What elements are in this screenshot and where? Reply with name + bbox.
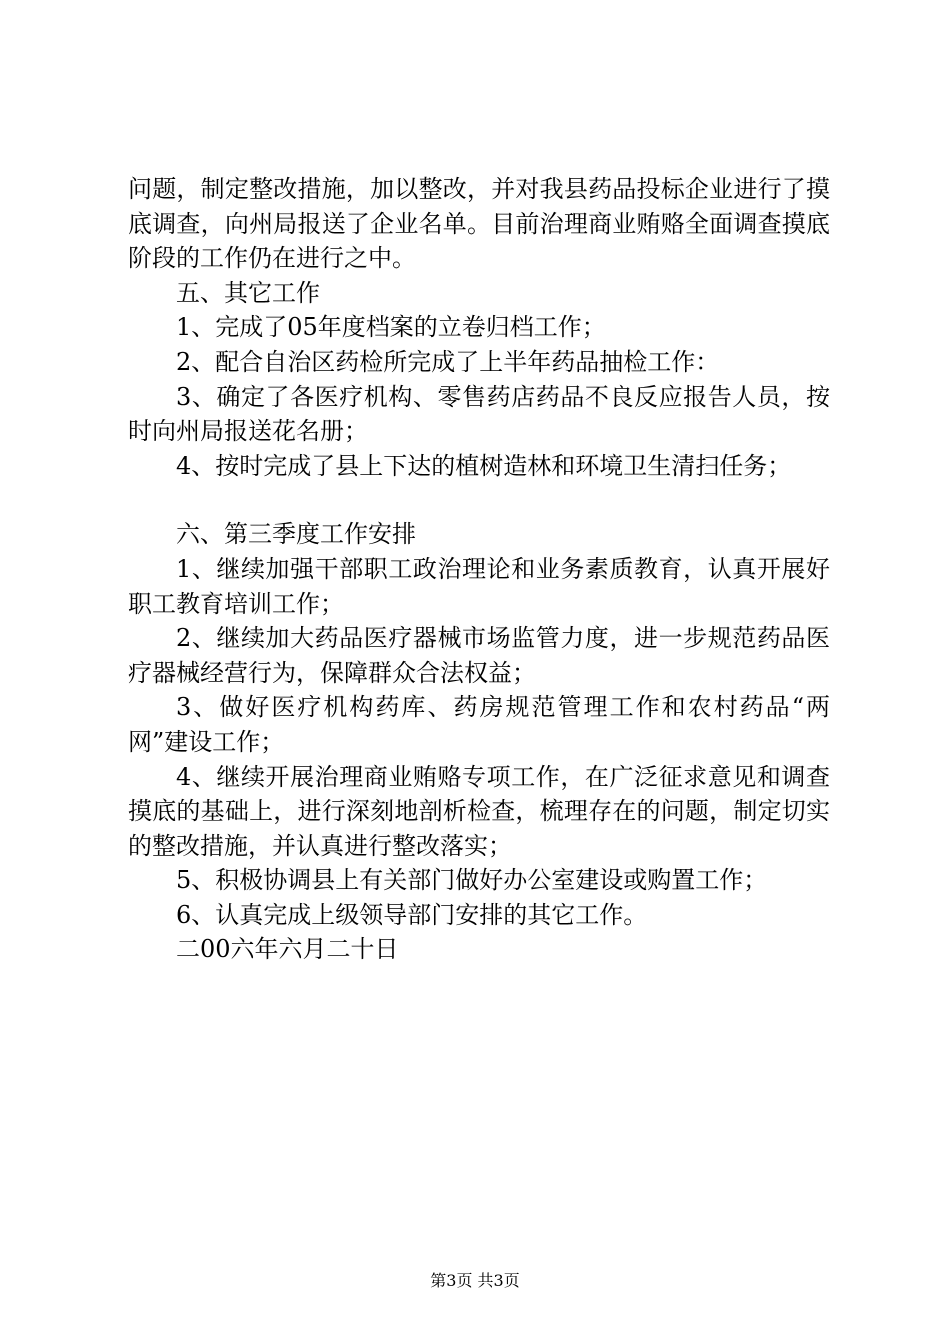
list-item: 2、配合自治区药检所完成了上半年药品抽检工作： — [176, 347, 720, 376]
document-body — [128, 172, 830, 967]
document-date: 二00六年六月二十日 — [176, 935, 399, 964]
list-item: 1、完成了05年度档案的立卷归档工作； — [176, 313, 606, 342]
list-item: 1、继续加强干部职工政治理论和业务素质教育，认真开展好职工教育培训工作； — [128, 554, 830, 618]
list-item: 5、积极协调县上有关部门做好办公室建设或购置工作； — [176, 866, 768, 895]
list-item: 2、继续加大药品医疗器械市场监管力度，进一步规范药品医疗器械经营行为，保障群众合法权益； — [128, 624, 830, 687]
section-heading-q3-plan: 六、第三季度工作安排 — [176, 520, 416, 549]
page-number-footer: 第3页 共3页 — [430, 1271, 520, 1290]
list-item: 4、继续开展治理商业贿赂专项工作，在广泛征求意见和调查摸底的基础上，进行深刻地剖析检查，梳理存在的问题，制定切实的整改措施，并认真进行整改落实； — [128, 762, 830, 860]
section-heading-other-work: 五、其它工作 — [176, 278, 320, 307]
list-item: 6、认真完成上级领导部门安排的其它工作。 — [176, 900, 648, 929]
list-item: 4、按时完成了县上下达的植树造林和环境卫生清扫任务； — [176, 451, 792, 480]
list-item: 3、确定了各医疗机构、零售药店药品不良反应报告人员，按时向州局报送花名册； — [128, 382, 830, 446]
paragraph-continuation: 问题，制定整改措施，加以整改，并对我县药品投标企业进行了摸底调查，向州局报送了企业名单。目前治理商业贿赂全面调查摸底阶段的工作仍在进行之中。 — [128, 175, 830, 273]
list-item: 3、做好医疗机构药库、药房规范管理工作和农村药品“两网”建设工作； — [128, 693, 830, 756]
